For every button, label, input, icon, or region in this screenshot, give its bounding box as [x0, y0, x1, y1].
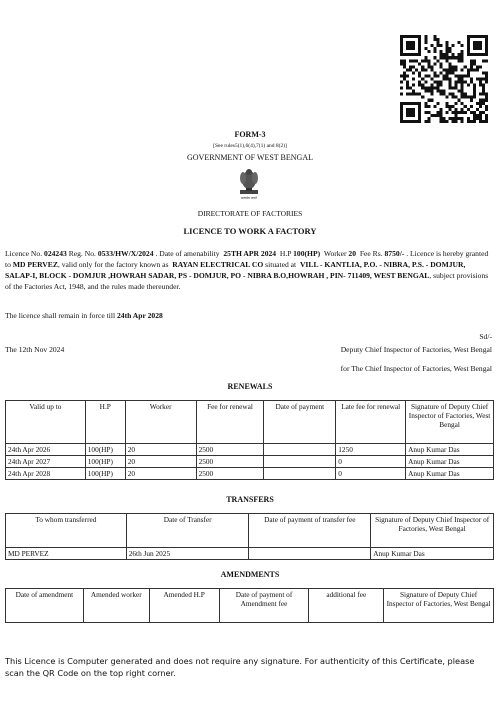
col-worker: Worker	[125, 401, 196, 444]
reg-number: 0533/HW/X/2024	[97, 249, 154, 258]
col-amended-hp: Amended H.P	[149, 589, 219, 623]
licence-validity: The licence shall remain in force till 24th Apr 2028	[5, 311, 163, 320]
qr-code	[400, 35, 488, 123]
col-signature: Signature of Deputy Chief Inspector of Factories, West Bengal	[384, 589, 494, 623]
signatory-title: Deputy Chief Inspector of Factories, West Bengal	[340, 345, 492, 354]
transfers-table	[5, 513, 494, 560]
rules-reference: [See rules5(1),6(4),7(1) and 8(2)]	[213, 143, 287, 149]
renewals-table	[5, 400, 494, 480]
renewals-title: RENEWALS	[227, 382, 273, 391]
col-late-fee: Late fee for renewal	[336, 401, 406, 444]
fee-amount: 8750/-	[384, 249, 405, 258]
footer-note: This Licence is Computer generated and does not require any signature. For authenticity of this Certificate, please scan the QR Code on the top right corner.	[5, 656, 475, 678]
col-to-whom-transferred: To whom transferred	[6, 514, 127, 548]
col-valid-up-to: Valid up to	[6, 401, 86, 444]
emblem-caption: सत्यमेव जयते	[241, 196, 257, 200]
licence-details: Licence No. 024243 Reg. No. 0533/HW/X/2024 . Date of amenability 25TH APR 2024 H.P 100(HP) Worker 20 Fee Rs. 8750/- . Licence is hereby granted to MD PERVEZ, valid only for the factory known as RAYAN ELECTRICAL CO situated at VILL - KANTLIA, P.O. - NIBRA, P.S. - DOMJUR, SALAP-I, BLOCK - DOMJUR ,HOWRAH SADAR, PS - DOMJUR, PO - NIBRA B.O,HOWRAH , PIN- 711409, WEST BENGAL, subject provisions of the Factories Act, 1948, and the rules made thereunder.	[5, 249, 489, 291]
government-name: GOVERNMENT OF WEST BENGAL	[186, 153, 313, 162]
factory-name: RAYAN ELECTRICAL CO	[172, 260, 264, 269]
signed-mark: Sd/-	[479, 332, 492, 341]
amendments-table	[5, 588, 494, 623]
col-amended-worker: Amended worker	[83, 589, 149, 623]
licence-title: LICENCE TO WORK A FACTORY	[183, 226, 317, 236]
form-number: FORM-3	[234, 130, 266, 139]
col-date-of-payment-transfer-fee: Date of payment of transfer fee	[249, 514, 371, 548]
issue-date: The 12th Nov 2024	[5, 345, 65, 354]
hp-value: 100(HP)	[293, 249, 321, 258]
col-signature: Signature of Deputy Chief Inspector of Factories, West Bengal	[371, 514, 494, 548]
col-date-of-amendment: Date of amendment	[6, 589, 84, 623]
table-row: 24th Apr 2026 100(HP) 20 2500 1250 Anup Kumar Das	[6, 444, 494, 456]
col-date-of-payment-amendment-fee: Date of payment of Amendment fee	[219, 589, 309, 623]
col-additional-fee: additional fee	[309, 589, 384, 623]
grantee-name: MD PERVEZ	[12, 260, 58, 269]
table-row: 24th Apr 2027 100(HP) 20 2500 0 Anup Kumar Das	[6, 456, 494, 468]
table-row: 24th Apr 2028 100(HP) 20 2500 0 Anup Kumar Das	[6, 468, 494, 480]
col-fee-for-renewal: Fee for renewal	[196, 401, 264, 444]
worker-count: 20	[348, 249, 357, 258]
amenability-date: 25TH APR 2024	[223, 249, 277, 258]
signatory-on-behalf: for The Chief Inspector of Factories, West Bengal	[340, 364, 492, 373]
licence-number: 024243	[44, 249, 67, 258]
table-row: MD PERVEZ 26th Jun 2025 Anup Kumar Das	[6, 548, 494, 560]
col-date-of-transfer: Date of Transfer	[126, 514, 249, 548]
col-signature: Signature of Deputy Chief Inspector of Factories, West Bengal	[406, 401, 494, 444]
state-emblem-icon	[236, 166, 262, 200]
factory-address: VILL - KANTLIA, P.O. - NIBRA, P.S. - DOMJUR, SALAP-I, BLOCK - DOMJUR ,HOWRAH SADAR, PS - DOMJUR, PO - NIBRA B.O,HOWRAH , PIN- 711409, WEST BENGAL	[5, 260, 466, 280]
validity-date: 24th Apr 2028	[116, 311, 163, 320]
col-hp: H.P	[85, 401, 125, 444]
amendments-title: AMENDMENTS	[220, 570, 280, 579]
col-date-of-payment: Date of payment	[264, 401, 336, 444]
directorate-name: DIRECTORATE OF FACTORIES	[197, 209, 303, 218]
transfers-title: TRANSFERS	[226, 495, 274, 504]
